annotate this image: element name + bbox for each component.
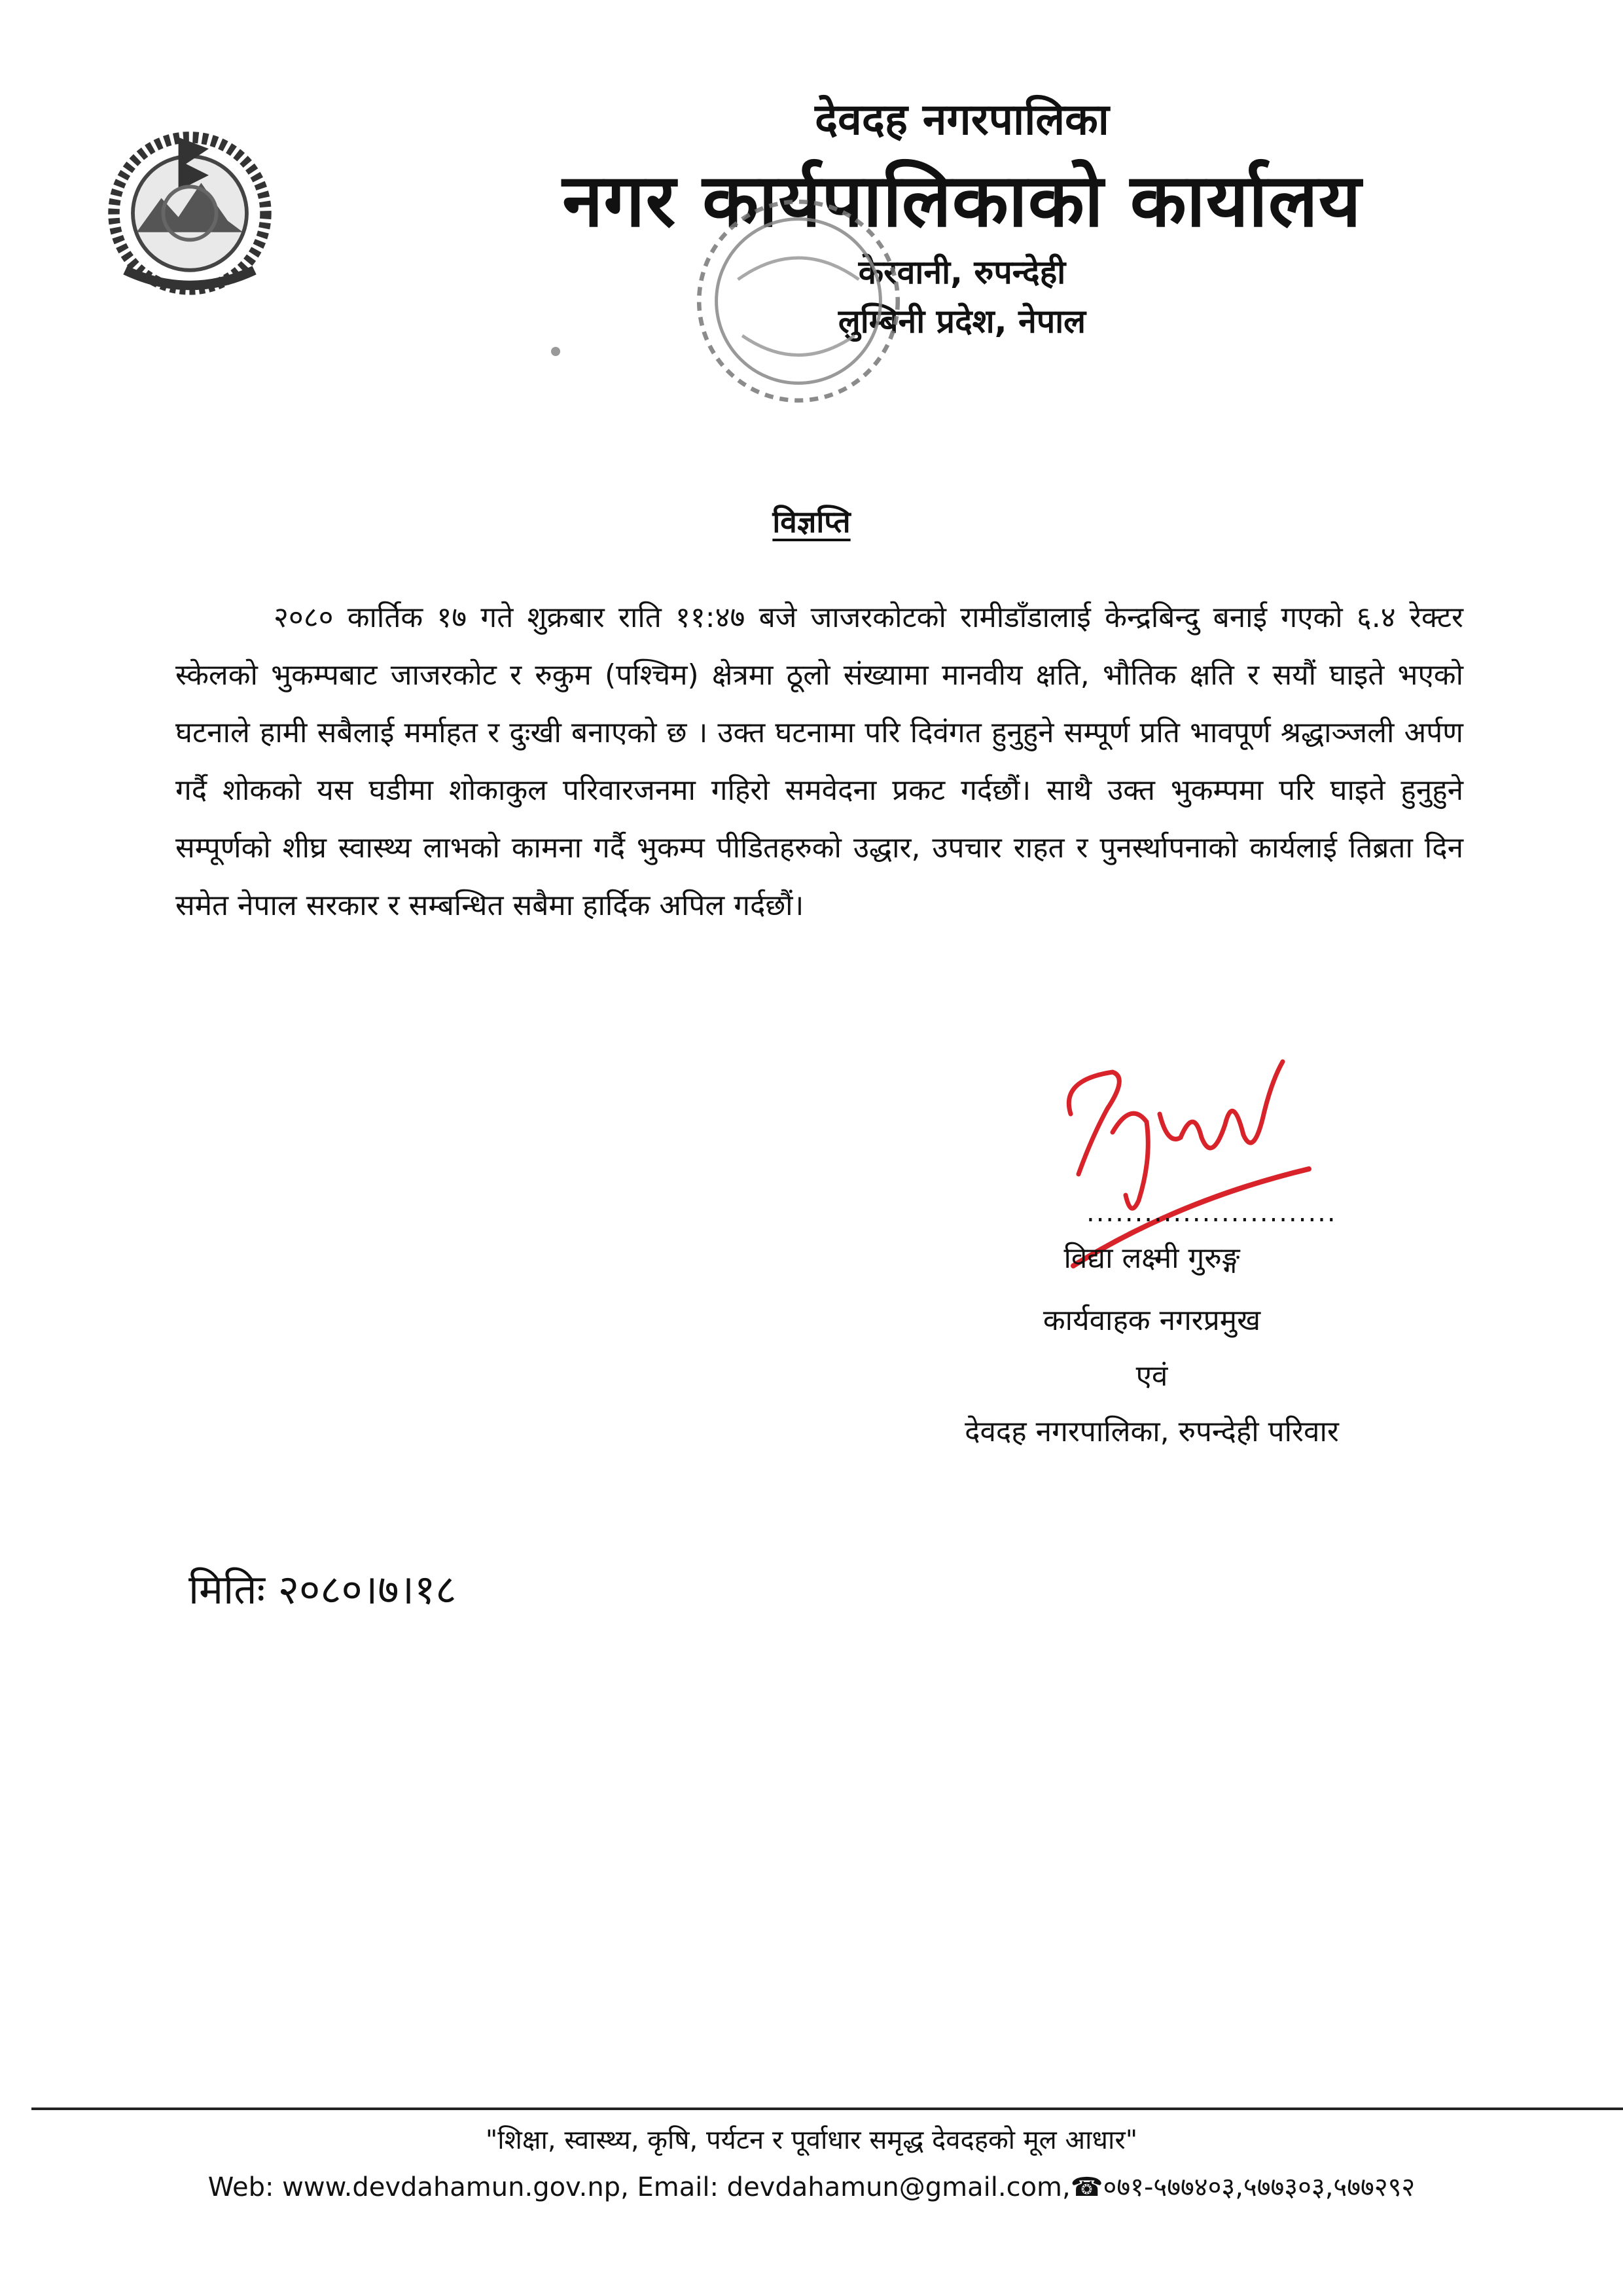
office-round-seal-icon	[690, 193, 906, 409]
signature-dots: ..........................	[1086, 1198, 1337, 1228]
date-line: मितिः २०८०।७।१८	[188, 1566, 457, 1613]
signatory-conjunction: एवं	[1135, 1359, 1168, 1393]
stray-dot	[551, 347, 560, 356]
signatory-name: विद्या लक्ष्मी गुरुङ्ग	[1063, 1242, 1240, 1275]
signatory-organization: देवदह नगरपालिका, रुपन्देही परिवार	[965, 1415, 1339, 1448]
notice-body: २०८० कार्तिक १७ गते शुक्रबार राति ११:४७ बजे जाजरकोटको रामीडाँडालाई केन्द्रबिन्दु बनाई गएको ६.४ रेक्टर स्केलको भुकम्पबाट जाजरकोट र रुकुम (पश्चिम) क्षेत्रमा ठूलो संख्यामा मानवीय क्षति, भौतिक क्षति र सयौं घाइते भएको घटनाले हामी सबैलाई मर्माहत र दुःखी बनाएको छ । उक्त घटनामा परि दिवंगत हुनुहुने सम्पूर्ण प्रति भावपूर्ण श्रद्धाञ्जली अर्पण गर्दै शोकको यस घडीमा शोकाकुल परिवारजनमा गहिरो समवेदना प्रकट गर्दछौं। साथै उक्त भुकम्पमा परि घाइते हुनुहुने सम्पूर्णको शीघ्र स्वास्थ्य लाभको कामना गर्दै भुकम्प पीडितहरुको उद्धार, उपचार राहत र पुनर्स्थापनाको कार्यलाई तिब्रता दिन समेत नेपाल सरकार र सम्बन्धित सबैमा हार्दिक अपिल गर्दछौं।	[175, 601, 1463, 922]
office-name: नगर कार्यपालिकाको कार्यालय	[562, 158, 1362, 243]
footer-motto: "शिक्षा, स्वास्थ्य, कृषि, पर्यटन र पूर्वाधार समृद्ध देवदहको मूल आधार"	[485, 2125, 1138, 2155]
footer-divider	[31, 2108, 1623, 2110]
notice-title: विज्ञप्ति	[772, 504, 851, 539]
address-line-2: लुम्बिनी प्रदेश, नेपाल	[838, 302, 1086, 340]
address-line-1: केरवानी, रुपन्देही	[858, 253, 1066, 291]
signatory-designation: कार्यवाहक नगरप्रमुख	[1043, 1304, 1261, 1337]
footer-contact: Web: www.devdahamun.gov.np, Email: devdahamun@gmail.com,☎०७१-५७७४०३,५७७३०३,५७७२९२	[207, 2172, 1416, 2202]
municipality-name: देवदह नगरपालिका	[815, 94, 1109, 145]
